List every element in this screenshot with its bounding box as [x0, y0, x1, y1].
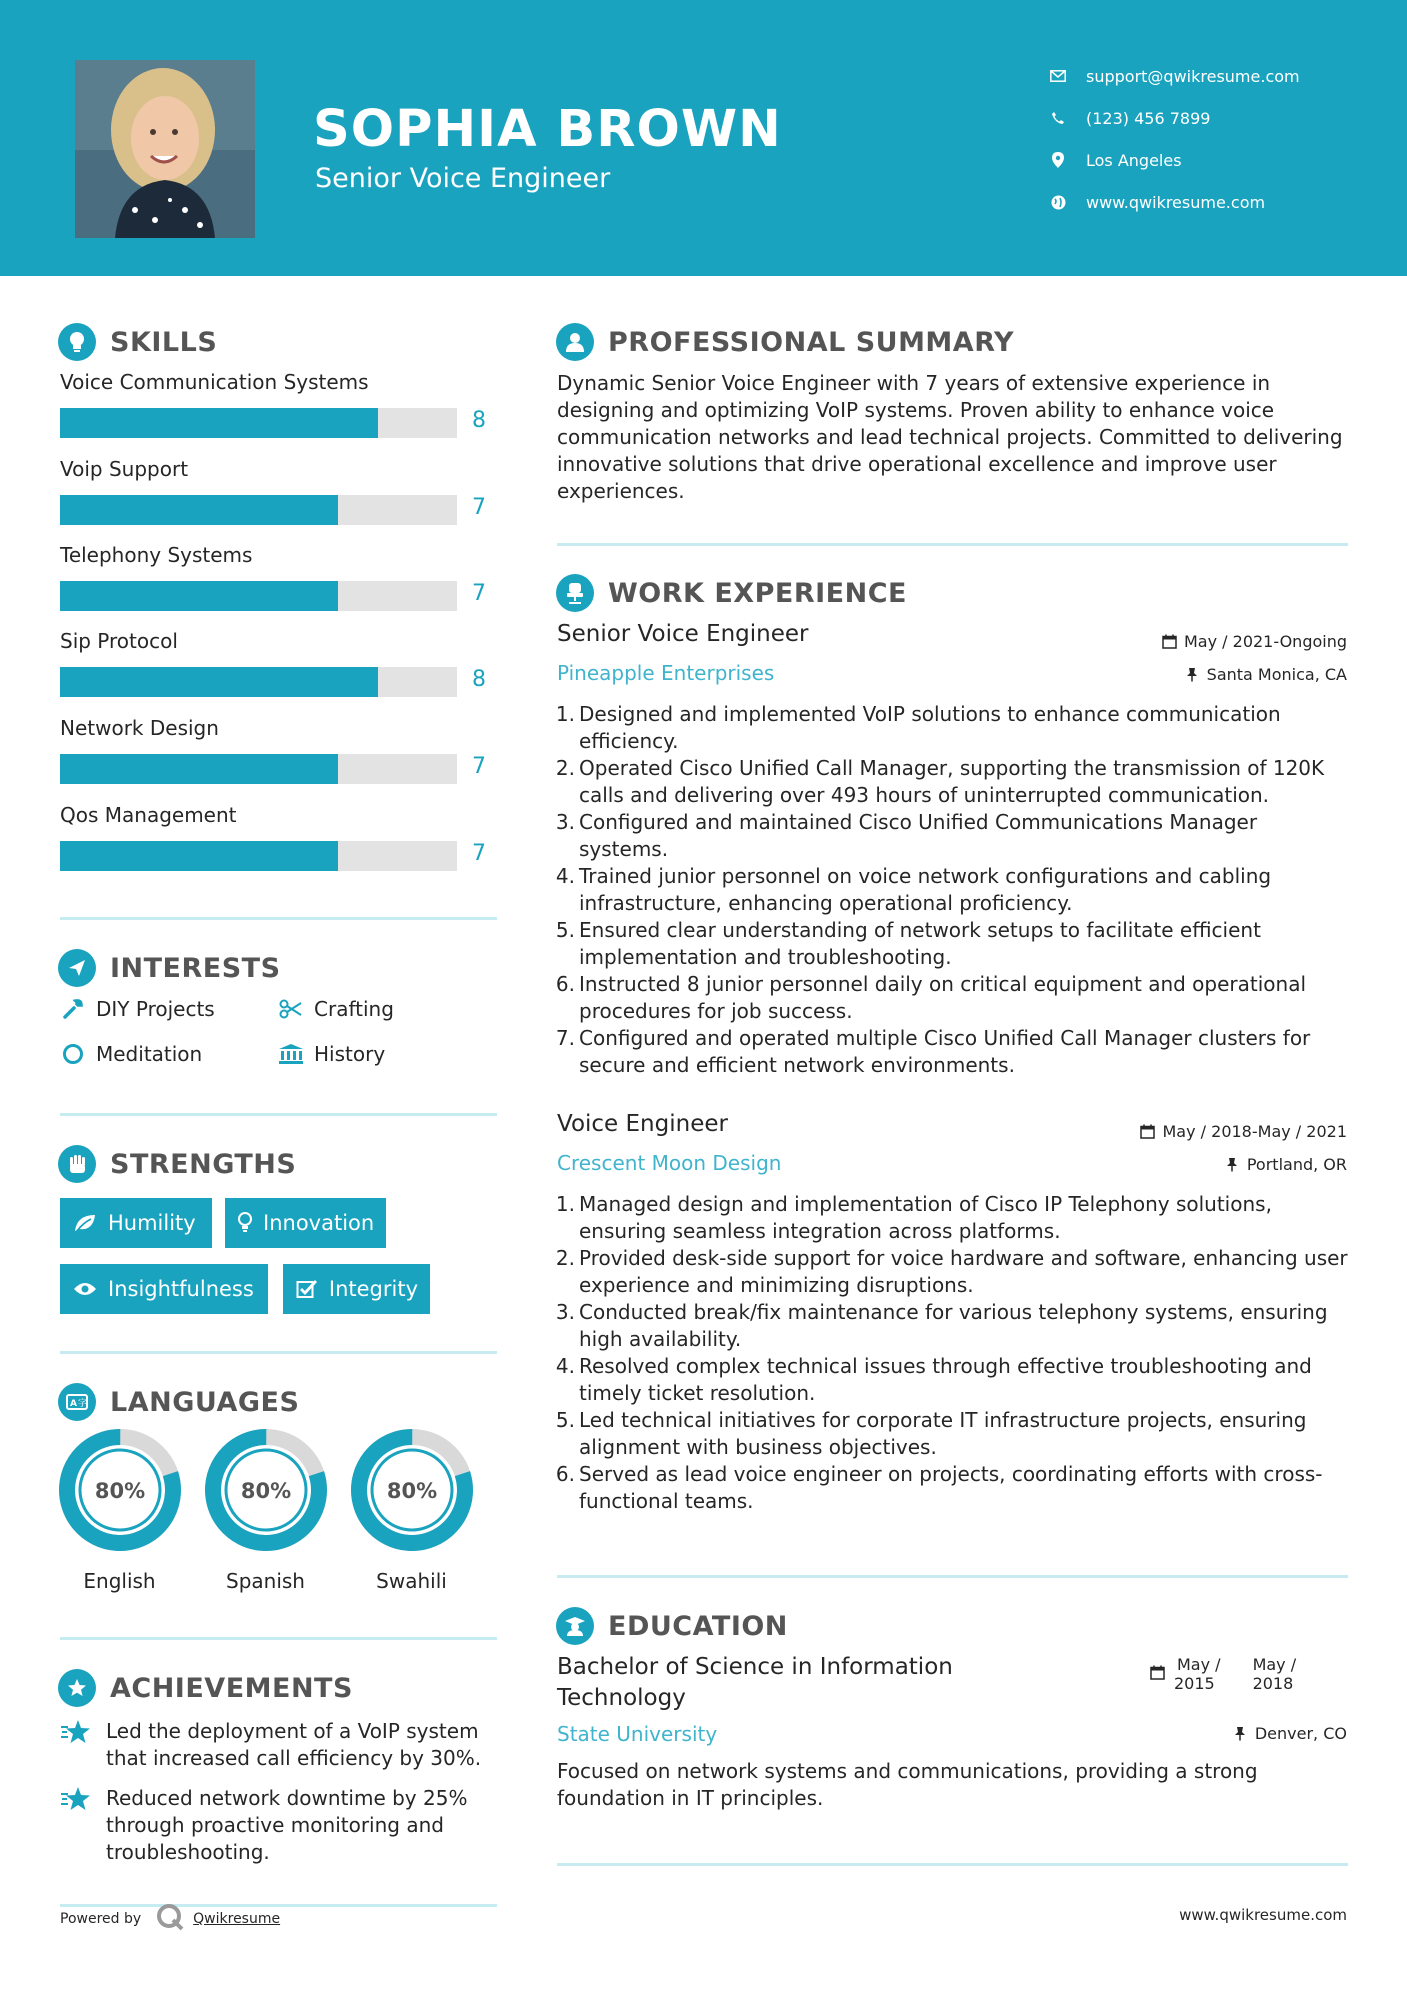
- circle-icon: [60, 1041, 86, 1067]
- globe-icon: [1049, 193, 1067, 211]
- skill-bar-fill: [60, 841, 338, 871]
- job-bullet: [552, 1353, 1352, 1407]
- user-icon: [556, 323, 594, 361]
- bullet-text: Trained junior personnel on voice network configurations and cabling infrastructure, enhancing operational proficiency.: [579, 864, 1272, 915]
- language-percent: 80%: [94, 1479, 145, 1503]
- job-location-text: Santa Monica, CA: [1206, 665, 1347, 684]
- interest-item: [60, 1041, 202, 1067]
- skill-score: 7: [472, 841, 486, 866]
- interest-item: [60, 996, 215, 1022]
- interest-label: Crafting: [314, 997, 394, 1021]
- job-dates: [1140, 1122, 1348, 1141]
- svg-text:字: 字: [78, 1399, 88, 1409]
- achievement-text: Reduced network downtime by 25% through proactive monitoring and troubleshooting.: [106, 1786, 468, 1864]
- bullet-text: Designed and implemented VoIP solutions to enhance communication efficiency.: [579, 702, 1281, 753]
- pushpin-icon: [1234, 1726, 1248, 1742]
- job-bullets: [552, 701, 1352, 1079]
- skill-item: [60, 457, 490, 520]
- bullet-text: Resolved complex technical issues through effective troubleshooting and timely ticket resolution.: [579, 1354, 1312, 1405]
- job-location: [1224, 1155, 1347, 1174]
- skill-bar-fill: [60, 408, 378, 438]
- footer-url[interactable]: www.qwikresume.com: [1179, 1906, 1347, 1924]
- education-start-line1: May /: [1177, 1655, 1221, 1674]
- profile-photo: [75, 60, 255, 238]
- education-description: Focused on network systems and communications, providing a strong foundation in IT principles.: [557, 1759, 1258, 1810]
- skill-score: 8: [472, 667, 486, 692]
- bullet-number: 5.: [555, 918, 575, 942]
- job-bullet: [552, 917, 1352, 971]
- star-icon: [60, 1718, 92, 1750]
- education-location: [1234, 1724, 1347, 1743]
- divider: [60, 1113, 497, 1116]
- skill-bar-fill: [60, 581, 338, 611]
- divider: [557, 543, 1348, 546]
- divider: [60, 917, 497, 920]
- bullet-number: 6.: [555, 972, 575, 996]
- job-location-text: Portland, OR: [1246, 1155, 1347, 1174]
- contact-phone[interactable]: [1049, 97, 1300, 139]
- pushpin-icon: [1224, 1157, 1240, 1173]
- skill-bar-fill: [60, 754, 338, 784]
- skills-title: SKILLS: [110, 326, 218, 358]
- bullet-number: 4.: [555, 864, 575, 888]
- job-location: [1184, 665, 1347, 684]
- bullet-text: Served as lead voice engineer on projects, coordinating efforts with cross-functional teams.: [579, 1462, 1323, 1513]
- star-icon: [60, 1785, 92, 1817]
- education-start: [1174, 1655, 1221, 1693]
- star-badge-icon: [58, 1669, 96, 1707]
- resume-header: [0, 0, 1407, 276]
- job-bullet: [552, 1191, 1352, 1245]
- powered-by: [60, 1902, 280, 1936]
- job-bullet: [552, 1461, 1352, 1515]
- language-donut: [351, 1429, 473, 1551]
- language-item: [203, 1429, 328, 1593]
- svg-text:A: A: [70, 1399, 77, 1409]
- education-title: EDUCATION: [608, 1610, 788, 1642]
- skill-item: [60, 370, 490, 433]
- skill-bar-fill: [60, 667, 378, 697]
- skill-bar: [60, 408, 457, 438]
- experience-title: WORK EXPERIENCE: [608, 577, 907, 609]
- achievements-heading: [58, 1669, 353, 1707]
- strengths-title: STRENGTHS: [110, 1148, 297, 1180]
- qwikresume-logo-icon: [155, 1902, 185, 1936]
- education-dates: [1150, 1655, 1296, 1693]
- bullet-text: Configured and operated multiple Cisco Unified Call Manager clusters for secure and efficient network environments.: [579, 1026, 1311, 1077]
- bullet-number: 5.: [555, 1408, 575, 1432]
- skill-item: [60, 803, 490, 866]
- interest-item: [278, 996, 394, 1022]
- contact-block: [1049, 55, 1300, 223]
- bullet-number: 1.: [555, 702, 575, 726]
- interest-label: History: [314, 1042, 386, 1066]
- interest-label: Meditation: [96, 1042, 203, 1066]
- job-bullet: [552, 1299, 1352, 1353]
- contact-website[interactable]: [1049, 181, 1300, 223]
- strengths-heading: [58, 1145, 296, 1183]
- bullet-text: Operated Cisco Unified Call Manager, supporting the transmission of 120K calls and delivering over 493 hours of uninterrupted communication.: [579, 756, 1325, 807]
- skill-bar-fill: [60, 495, 338, 525]
- language-donut: [59, 1429, 181, 1551]
- skill-score: 8: [472, 408, 486, 433]
- job-company: Crescent Moon Design: [557, 1151, 782, 1175]
- envelope-icon: [1049, 67, 1067, 85]
- lightbulb-icon: [237, 1210, 253, 1236]
- bullet-text: Configured and maintained Cisco Unified Communications Manager systems.: [579, 810, 1258, 861]
- skill-bar: [60, 495, 457, 525]
- job-bullet: [552, 1407, 1352, 1461]
- skill-bar: [60, 754, 457, 784]
- language-percent: 80%: [386, 1479, 437, 1503]
- job-bullet: [552, 1245, 1352, 1299]
- contact-phone-text: (123) 456 7899: [1086, 108, 1211, 128]
- contact-email[interactable]: [1049, 55, 1300, 97]
- skill-bar: [60, 841, 457, 871]
- powered-label: Powered by: [60, 1911, 142, 1927]
- phone-icon: [1049, 109, 1067, 127]
- skill-score: 7: [472, 754, 486, 779]
- languages-title: LANGUAGES: [110, 1386, 300, 1418]
- skill-score: 7: [472, 495, 486, 520]
- skill-name: Qos Management: [60, 803, 237, 827]
- interest-label: DIY Projects: [96, 997, 215, 1021]
- bullet-number: 7.: [555, 1026, 575, 1050]
- skill-name: Telephony Systems: [60, 543, 253, 567]
- strength-label: Humility: [108, 1211, 196, 1235]
- job-bullet: [552, 809, 1352, 863]
- graduate-icon: [556, 1607, 594, 1645]
- job-bullet: [552, 755, 1352, 809]
- lightbulb-icon: [58, 323, 96, 361]
- job-bullet: [552, 863, 1352, 917]
- summary-title: PROFESSIONAL SUMMARY: [608, 326, 1015, 358]
- candidate-name: SOPHIA BROWN: [313, 100, 782, 159]
- language-icon: [58, 1383, 96, 1421]
- bullet-text: Led technical initiatives for corporate IT infrastructure projects, ensuring alignment with business objectives.: [579, 1408, 1307, 1459]
- divider: [557, 1575, 1348, 1578]
- education-end-line1: May /: [1252, 1655, 1297, 1674]
- map-pin-icon: [1049, 151, 1067, 169]
- bullet-number: 4.: [555, 1354, 575, 1378]
- skill-item: [60, 543, 490, 606]
- skill-item: [60, 629, 490, 692]
- interest-item: [278, 1041, 385, 1067]
- education-start-line2: 2015: [1174, 1674, 1215, 1693]
- experience-heading: [556, 574, 907, 612]
- divider: [60, 1351, 497, 1354]
- bullet-text: Conducted break/fix maintenance for various telephony systems, ensuring high availability.: [579, 1300, 1328, 1351]
- education-heading: [556, 1607, 788, 1645]
- skill-item: [60, 716, 490, 779]
- achievement-text: Led the deployment of a VoIP system that increased call efficiency by 30%.: [106, 1719, 482, 1770]
- language-name: Swahili: [376, 1569, 447, 1593]
- calendar-icon: [1150, 1665, 1166, 1681]
- job-dates-text: May / 2018-May / 2021: [1162, 1122, 1347, 1141]
- bullet-number: 3.: [555, 1300, 575, 1324]
- wrench-icon: [60, 996, 86, 1022]
- language-name: Spanish: [226, 1569, 305, 1593]
- calendar-icon: [1140, 1124, 1156, 1140]
- skill-name: Voip Support: [60, 457, 189, 481]
- calendar-icon: [1161, 634, 1177, 650]
- interests-title: INTERESTS: [110, 952, 281, 984]
- interests-heading: [58, 949, 281, 987]
- bullet-number: 1.: [555, 1192, 575, 1216]
- checkbox-icon: [295, 1276, 319, 1302]
- strength-badge: [225, 1198, 386, 1248]
- job-title: Voice Engineer: [557, 1111, 728, 1137]
- contact-location: [1049, 139, 1300, 181]
- job-bullet: [552, 1025, 1352, 1079]
- qwikresume-link[interactable]: Qwikresume: [193, 1911, 281, 1927]
- divider: [557, 1863, 1348, 1866]
- bullet-text: Ensured clear understanding of network setups to facilitate efficient implementation and troubleshooting.: [579, 918, 1261, 969]
- contact-website-text: www.qwikresume.com: [1086, 192, 1266, 212]
- strength-label: Insightfulness: [108, 1277, 254, 1301]
- skill-name: Network Design: [60, 716, 219, 740]
- scissors-icon: [278, 996, 304, 1022]
- strength-badge: [60, 1198, 212, 1248]
- skills-heading: [58, 323, 217, 361]
- pushpin-icon: [1184, 667, 1200, 683]
- job-dates: [1161, 632, 1347, 651]
- job-company: Pineapple Enterprises: [557, 661, 775, 685]
- education-end: [1247, 1655, 1297, 1693]
- job-title: Senior Voice Engineer: [557, 621, 809, 647]
- eye-icon: [72, 1276, 98, 1302]
- strength-badge: [60, 1264, 268, 1314]
- skill-bar: [60, 581, 457, 611]
- fist-icon: [58, 1145, 96, 1183]
- skill-bar: [60, 667, 457, 697]
- strength-label: Innovation: [263, 1211, 375, 1235]
- summary-heading: [556, 323, 1014, 361]
- language-name: English: [83, 1569, 156, 1593]
- education-end-line2: 2018: [1252, 1674, 1294, 1693]
- achievement-item: [60, 1785, 500, 1866]
- bullet-text: Managed design and implementation of Cisco IP Telephony solutions, ensuring seamless integration across platforms.: [579, 1192, 1272, 1243]
- bullet-number: 2.: [555, 756, 575, 780]
- education-degree: Bachelor of Science in Information Technology: [557, 1654, 953, 1711]
- skill-score: 7: [472, 581, 486, 606]
- language-item: [349, 1429, 474, 1593]
- language-percent: 80%: [240, 1479, 291, 1503]
- achievements-title: ACHIEVEMENTS: [110, 1672, 353, 1704]
- achievement-item: [60, 1718, 500, 1772]
- contact-email-text: support@qwikresume.com: [1086, 66, 1300, 86]
- strength-badge: [283, 1264, 430, 1314]
- skill-name: Sip Protocol: [60, 629, 178, 653]
- job-dates-text: May / 2021-Ongoing: [1184, 632, 1347, 651]
- education-school: State University: [557, 1722, 718, 1746]
- leaf-icon: [72, 1210, 98, 1236]
- museum-icon: [278, 1041, 304, 1067]
- bullet-number: 6.: [555, 1462, 575, 1486]
- bullet-text: Instructed 8 junior personnel daily on critical equipment and operational procedures for job success.: [579, 972, 1307, 1023]
- job-bullets: [552, 1191, 1352, 1515]
- paper-plane-icon: [58, 949, 96, 987]
- divider: [60, 1637, 497, 1640]
- job-bullet: [552, 701, 1352, 755]
- language-donut: [205, 1429, 327, 1551]
- bullet-number: 3.: [555, 810, 575, 834]
- language-item: [57, 1429, 182, 1593]
- summary-text: Dynamic Senior Voice Engineer with 7 years of extensive experience in designing and optimizing VoIP systems. Proven ability to enhance voice communication networks and lead technical projects. Committed to delivering innovative solutions that drive operational excellence and improve user experiences.: [557, 371, 1343, 503]
- skill-name: Voice Communication Systems: [60, 370, 369, 394]
- strength-label: Integrity: [328, 1277, 418, 1301]
- office-chair-icon: [556, 574, 594, 612]
- bullet-text: Provided desk-side support for voice hardware and software, enhancing user experience and minimizing disruptions.: [579, 1246, 1348, 1297]
- job-bullet: [552, 971, 1352, 1025]
- languages-heading: [58, 1383, 299, 1421]
- contact-location-text: Los Angeles: [1086, 150, 1182, 170]
- bullet-number: 2.: [555, 1246, 575, 1270]
- education-location-text: Denver, CO: [1254, 1724, 1347, 1743]
- candidate-title: Senior Voice Engineer: [315, 163, 611, 194]
